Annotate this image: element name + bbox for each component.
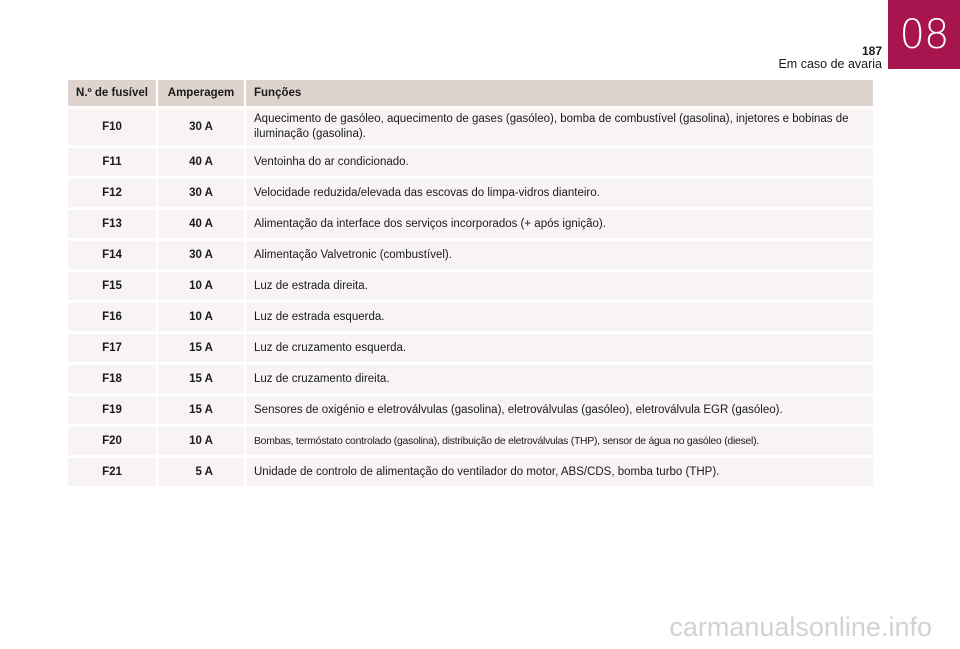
fuse-number: F19 bbox=[68, 395, 157, 426]
fuse-table bbox=[68, 80, 875, 486]
fuse-amperage: 15 A bbox=[157, 333, 245, 364]
table-row bbox=[68, 271, 874, 302]
fuse-number: F10 bbox=[68, 108, 157, 147]
table-row bbox=[68, 209, 874, 240]
fuse-number: F12 bbox=[68, 178, 157, 209]
fuse-number: F21 bbox=[68, 457, 157, 487]
chapter-tab: 08 bbox=[888, 0, 960, 69]
fuse-amperage: 5 A bbox=[157, 457, 245, 487]
table-row bbox=[68, 147, 874, 178]
fuse-function: Unidade de controlo de alimentação do ventilador do motor, ABS/CDS, bomba turbo (THP). bbox=[245, 457, 874, 487]
fuse-function: Luz de cruzamento esquerda. bbox=[245, 333, 874, 364]
table-header-row bbox=[68, 80, 874, 108]
table-row bbox=[68, 108, 874, 147]
watermark: carmanualsonline.info bbox=[669, 612, 932, 642]
fuse-amperage: 10 A bbox=[157, 271, 245, 302]
fuse-amperage: 30 A bbox=[157, 240, 245, 271]
fuse-function: Alimentação Valvetronic (combustível). bbox=[245, 240, 874, 271]
fuse-number: F18 bbox=[68, 364, 157, 395]
table-row bbox=[68, 240, 874, 271]
table-row bbox=[68, 333, 874, 364]
fuse-function: Aquecimento de gasóleo, aquecimento de gases (gasóleo), bomba de combustível (gasolina), injetores e bobinas de iluminação (gasolina). bbox=[245, 108, 874, 147]
fuse-number: F14 bbox=[68, 240, 157, 271]
fuse-amperage: 30 A bbox=[157, 108, 245, 147]
section-title: Em caso de avaria bbox=[778, 57, 882, 71]
fuse-amperage: 10 A bbox=[157, 426, 245, 457]
fuse-number: F16 bbox=[68, 302, 157, 333]
fuse-number: F11 bbox=[68, 147, 157, 178]
fuse-amperage: 30 A bbox=[157, 178, 245, 209]
table-row bbox=[68, 395, 874, 426]
fuse-number: F15 bbox=[68, 271, 157, 302]
page-number: 187 bbox=[861, 44, 882, 58]
fuse-function: Ventoinha do ar condicionado. bbox=[245, 147, 874, 178]
fuse-function: Luz de estrada direita. bbox=[245, 271, 874, 302]
fuse-function: Luz de estrada esquerda. bbox=[245, 302, 874, 333]
fuse-number: F17 bbox=[68, 333, 157, 364]
fuse-amperage: 10 A bbox=[157, 302, 245, 333]
fuse-amperage: 15 A bbox=[157, 395, 245, 426]
table-row bbox=[68, 426, 874, 457]
table-row bbox=[68, 302, 874, 333]
fuse-amperage: 15 A bbox=[157, 364, 245, 395]
fuse-function: Luz de cruzamento direita. bbox=[245, 364, 874, 395]
fuse-amperage: 40 A bbox=[157, 147, 245, 178]
column-header-amperage: Amperagem bbox=[157, 80, 245, 108]
column-header-function: Funções bbox=[245, 80, 874, 108]
table-row bbox=[68, 457, 874, 487]
fuse-function: Sensores de oxigénio e eletroválvulas (gasolina), eletroválvulas (gasóleo), eletroválvula EGR (gasóleo). bbox=[245, 395, 874, 426]
fuse-function: Velocidade reduzida/elevada das escovas do limpa-vidros dianteiro. bbox=[245, 178, 874, 209]
fuse-function: Bombas, termóstato controlado (gasolina), distribuição de eletroválvulas (THP), sensor de água no gasóleo (diesel). bbox=[245, 426, 874, 457]
table-row bbox=[68, 178, 874, 209]
table-row bbox=[68, 364, 874, 395]
fuse-number: F13 bbox=[68, 209, 157, 240]
fuse-amperage: 40 A bbox=[157, 209, 245, 240]
fuse-number: F20 bbox=[68, 426, 157, 457]
column-header-fuse: N.º de fusível bbox=[68, 80, 157, 108]
fuse-function: Alimentação da interface dos serviços incorporados (+ após ignição). bbox=[245, 209, 874, 240]
